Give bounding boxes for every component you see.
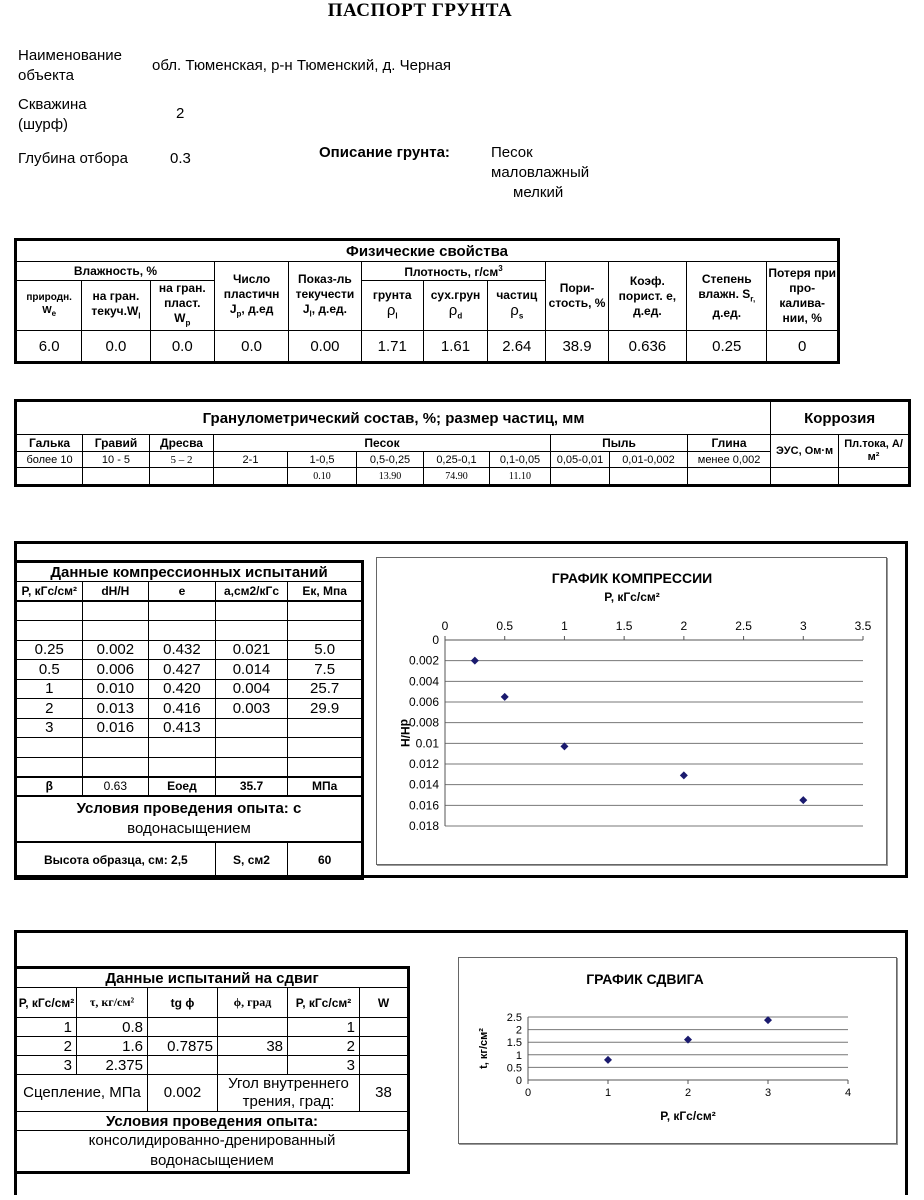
value-cell: 0.00 <box>289 331 361 363</box>
y-tick-label: 0.018 <box>408 819 439 833</box>
document-title: ПАСПОРТ ГРУНТА <box>327 0 513 21</box>
table-cell: 0.420 <box>149 679 216 699</box>
sample-height: Высота образца, см: 2,5 <box>16 842 216 878</box>
compression-conditions: Условия проведения опыта: с водонасыщением <box>16 796 363 842</box>
table-cell <box>360 1056 409 1075</box>
table-cell <box>360 1037 409 1056</box>
table-cell: 3 <box>288 1056 360 1075</box>
granulometry-title: Гранулометрический состав, %; размер частиц, мм <box>16 401 771 435</box>
particle-density-header: частиц $\rho_s$ <box>488 281 546 331</box>
fraction-value: 74.90 <box>424 468 490 486</box>
x-tick-label: 3 <box>764 1087 772 1099</box>
void-ratio-header: Коэф. порист. e, д.ед. <box>608 262 686 331</box>
y-tick-label: 0.5 <box>506 1062 522 1075</box>
table-cell <box>16 601 83 621</box>
y-tick-label: 0.016 <box>408 798 439 813</box>
table-cell <box>148 1018 218 1037</box>
data-point <box>471 657 479 665</box>
size-cell: 2-1 <box>214 452 288 468</box>
y-tick-label: 0.006 <box>408 695 439 709</box>
table-cell: 25.7 <box>288 679 363 699</box>
liquidity-index-header: Показ-ль текучести $J_l$, д.ед. <box>289 262 361 331</box>
value-cell: 0.0 <box>82 331 150 363</box>
value-cell: 0.25 <box>687 331 767 363</box>
col-header: P, кГс/см² <box>288 988 360 1018</box>
value-cell: 6.0 <box>16 331 82 363</box>
eoed-unit: МПа <box>288 777 363 797</box>
shear-table-title: Данные испытаний на сдвиг <box>16 968 409 988</box>
y-tick-label: 0.008 <box>408 715 439 730</box>
compression-table-title: Данные компрессионных испытаний <box>16 562 363 582</box>
soil-description-label: Описание грунта: <box>319 144 450 161</box>
cohesion-label: Сцепление, МПа <box>16 1075 148 1112</box>
data-point <box>604 1056 612 1064</box>
current-density-header: Пл.тока, А/м² <box>839 435 910 468</box>
y-tick-label: 1.5 <box>506 1037 522 1050</box>
col-header: e <box>149 582 216 602</box>
y-tick-label: 1 <box>515 1049 522 1062</box>
table-cell: 38 <box>218 1037 288 1056</box>
y-tick-label: 2.5 <box>506 1012 522 1024</box>
well-value: 2 <box>176 105 185 122</box>
compression-table <box>14 560 364 880</box>
table-cell <box>82 738 149 758</box>
table-cell: 3 <box>16 1056 77 1075</box>
grit-header: Дресва <box>150 435 214 452</box>
fraction-value: 0.10 <box>288 468 357 486</box>
area-label: S, см2 <box>215 842 288 878</box>
compression-chart <box>377 558 888 866</box>
data-point <box>680 771 688 779</box>
saturation-header: Степень влажн. $S_{r,}$ д.ед. <box>687 262 767 331</box>
table-cell: 0.004 <box>215 679 288 699</box>
table-cell: 2 <box>288 1037 360 1056</box>
table-cell: 5.0 <box>288 640 363 660</box>
y-axis-label: dH/H <box>398 719 412 747</box>
size-cell: 1-0,5 <box>288 452 357 468</box>
size-cell: 0,25-0,1 <box>424 452 490 468</box>
table-cell <box>148 1056 218 1075</box>
table-cell: 0.014 <box>215 660 288 680</box>
natural-moisture-header: природн. $W_e$ <box>16 281 82 331</box>
table-cell: 0.25 <box>16 640 83 660</box>
x-tick-label: 0 <box>441 619 449 633</box>
table-cell: 0.427 <box>149 660 216 680</box>
value-cell: 2.64 <box>488 331 546 363</box>
fraction-value <box>610 468 688 486</box>
table-cell: 2 <box>16 1037 77 1056</box>
col-header: dH/H <box>82 582 149 602</box>
y-tick-label: 0.004 <box>408 674 439 689</box>
density-group-header: Плотность, $г/см^3$ <box>361 262 546 281</box>
value-cell: 0.636 <box>608 331 686 363</box>
y-tick-label: 0.01 <box>415 736 439 751</box>
table-cell: 3 <box>16 718 83 738</box>
dry-density-header: сух.грун $\rho_d$ <box>423 281 487 331</box>
chart-title: ГРАФИК КОМПРЕССИИ <box>551 570 713 586</box>
col-header: Eк, Мпа <box>288 582 363 602</box>
shear-chart-box <box>458 957 897 1144</box>
table-cell: 0.010 <box>82 679 149 699</box>
beta-label: β <box>16 777 83 797</box>
x-axis-label: P, кГс/см² <box>660 1109 716 1123</box>
x-tick-label: 0.5 <box>496 619 514 633</box>
table-cell <box>218 1018 288 1037</box>
current-value <box>839 468 910 486</box>
table-cell <box>215 621 288 641</box>
size-cell: 0,5-0,25 <box>357 452 424 468</box>
moisture-group-header: Влажность, % <box>16 262 215 281</box>
ignition-loss-header: Потеря при про-калива-нии, % <box>767 262 839 331</box>
table-cell: 0.5 <box>16 660 83 680</box>
table-cell: 1 <box>16 679 83 699</box>
value-cell: 0 <box>767 331 839 363</box>
x-tick-label: 2.5 <box>735 619 752 633</box>
table-cell <box>82 601 149 621</box>
compression-chart-box <box>376 557 887 865</box>
x-tick-label: 3 <box>799 619 807 633</box>
eus-header: ЭУС, Ом·м <box>771 435 839 468</box>
table-cell <box>149 601 216 621</box>
table-cell <box>16 738 83 758</box>
eus-value <box>771 468 839 486</box>
plastic-limit-header: на гран. пласт. $W_p$ <box>150 281 214 331</box>
table-cell <box>215 601 288 621</box>
physical-properties-table <box>14 238 840 364</box>
friction-angle-value: 38 <box>360 1075 409 1112</box>
col-header: W <box>360 988 409 1018</box>
cohesion-value: 0.002 <box>148 1075 218 1112</box>
y-tick-label: 0.012 <box>408 757 439 771</box>
table-cell <box>149 757 216 777</box>
data-point <box>799 796 807 804</box>
soil-description-value: Песок маловлажный мелкий <box>491 144 590 201</box>
value-cell: 0.0 <box>150 331 214 363</box>
table-cell: 0.006 <box>82 660 149 680</box>
table-cell: 0.432 <box>149 640 216 660</box>
table-cell <box>149 621 216 641</box>
table-cell <box>149 738 216 758</box>
table-cell <box>288 621 363 641</box>
eoed-label: Еоед <box>149 777 216 797</box>
table-cell: 2 <box>16 699 83 719</box>
x-tick-label: 1.5 <box>615 619 633 633</box>
table-cell <box>215 738 288 758</box>
area-value: 60 <box>288 842 363 878</box>
depth-label: Глубина отбора <box>18 150 128 167</box>
x-tick-label: 4 <box>844 1087 852 1099</box>
fraction-value <box>551 468 610 486</box>
table-cell <box>82 757 149 777</box>
table-cell: 0.7875 <box>148 1037 218 1056</box>
fraction-value <box>83 468 150 486</box>
y-tick-label: 0.002 <box>408 653 439 668</box>
sand-header: Песок <box>214 435 551 452</box>
table-cell: 29.9 <box>288 699 363 719</box>
fraction-value: 13.90 <box>357 468 424 486</box>
table-cell: 0.016 <box>82 718 149 738</box>
bulk-density-header: грунта $\rho_l$ <box>361 281 423 331</box>
table-cell <box>16 757 83 777</box>
size-cell: менее 0,002 <box>688 452 771 468</box>
table-cell <box>288 738 363 758</box>
value-cell: 0.0 <box>214 331 288 363</box>
col-header: tg ϕ <box>148 988 218 1018</box>
table-cell: 2.375 <box>77 1056 148 1075</box>
table-cell: 0.8 <box>77 1018 148 1037</box>
well-label: Скважина (шурф) <box>18 96 87 133</box>
table-cell: 1 <box>288 1018 360 1037</box>
table-cell: 0.021 <box>215 640 288 660</box>
fraction-value <box>688 468 771 486</box>
y-axis-label: t, кг/см² <box>478 1028 490 1069</box>
fraction-value <box>150 468 214 486</box>
object-value: обл. Тюменская, р-н Тюменский, д. Черная <box>152 57 452 74</box>
value-cell: 1.61 <box>423 331 487 363</box>
size-cell: 5 – 2 <box>150 452 214 468</box>
x-tick-label: 2 <box>680 619 688 633</box>
table-cell <box>360 1018 409 1037</box>
clay-header: Глина <box>688 435 771 452</box>
plasticity-index-header: Число пластичн $J_p$, д.ед <box>214 262 288 331</box>
shear-conditions-title: Условия проведения опыта: <box>16 1112 409 1131</box>
table-cell: 0.002 <box>82 640 149 660</box>
y-tick-label: 0 <box>515 1075 522 1087</box>
gravel-header: Гравий <box>83 435 150 452</box>
porosity-header: Пори-стость, % <box>546 262 608 331</box>
y-tick-label: 2 <box>515 1024 522 1037</box>
col-header: a,см2/кГс <box>215 582 288 602</box>
fraction-value <box>16 468 83 486</box>
fraction-value <box>214 468 288 486</box>
col-header: ϕ, град <box>218 988 288 1018</box>
table-cell <box>218 1056 288 1075</box>
physical-title: Физические свойства <box>16 240 839 262</box>
table-cell: 0.013 <box>82 699 149 719</box>
table-cell: 1 <box>16 1018 77 1037</box>
table-cell <box>288 718 363 738</box>
x-tick-label: 1 <box>604 1087 612 1099</box>
x-tick-label: 3.5 <box>854 619 872 633</box>
friction-angle-label: Угол внутреннего трения, град: <box>218 1075 360 1112</box>
col-header: P, кГс/см² <box>16 988 77 1018</box>
table-cell <box>288 601 363 621</box>
size-cell: более 10 <box>16 452 83 468</box>
shear-conditions: консолидированно-дренированный водонасыщением <box>16 1131 409 1173</box>
shear-table <box>14 966 410 1174</box>
shear-chart <box>459 958 898 1145</box>
granulometry-table <box>14 399 911 487</box>
x-axis-label: P, кГс/см² <box>604 590 660 604</box>
col-header: τ, кг/см² <box>77 988 148 1018</box>
x-tick-label: 2 <box>684 1087 692 1099</box>
corrosion-title: Коррозия <box>771 401 910 435</box>
size-cell: 0,01-0,002 <box>610 452 688 468</box>
x-tick-label: 1 <box>561 619 568 633</box>
y-tick-label: 0 <box>432 633 439 647</box>
eoed-value: 35.7 <box>215 777 288 797</box>
table-cell: 0.003 <box>215 699 288 719</box>
table-cell: 0.413 <box>149 718 216 738</box>
data-point <box>501 693 509 701</box>
value-cell: 38.9 <box>546 331 608 363</box>
col-header: P, кГс/см² <box>16 582 83 602</box>
beta-value: 0.63 <box>82 777 149 797</box>
value-cell: 1.71 <box>361 331 423 363</box>
depth-value: 0.3 <box>170 150 191 167</box>
object-label: Наименование объекта <box>18 47 122 84</box>
chart-title: ГРАФИК СДВИГА <box>586 971 704 987</box>
table-cell: 0.416 <box>149 699 216 719</box>
silt-header: Пыль <box>551 435 688 452</box>
table-cell <box>215 757 288 777</box>
size-cell: 10 - 5 <box>83 452 150 468</box>
fraction-value: 11.10 <box>490 468 551 486</box>
x-tick-label: 0 <box>524 1087 532 1099</box>
liquid-limit-header: на гран. $текуч.W_l$ <box>82 281 150 331</box>
table-cell <box>16 621 83 641</box>
table-cell <box>82 621 149 641</box>
table-cell <box>288 757 363 777</box>
size-cell: 0,05-0,01 <box>551 452 610 468</box>
table-cell: 1.6 <box>77 1037 148 1056</box>
y-tick-label: 0.014 <box>408 777 439 792</box>
table-cell: 7.5 <box>288 660 363 680</box>
table-cell <box>215 718 288 738</box>
pebble-header: Галька <box>16 435 83 452</box>
size-cell: 0,1-0,05 <box>490 452 551 468</box>
